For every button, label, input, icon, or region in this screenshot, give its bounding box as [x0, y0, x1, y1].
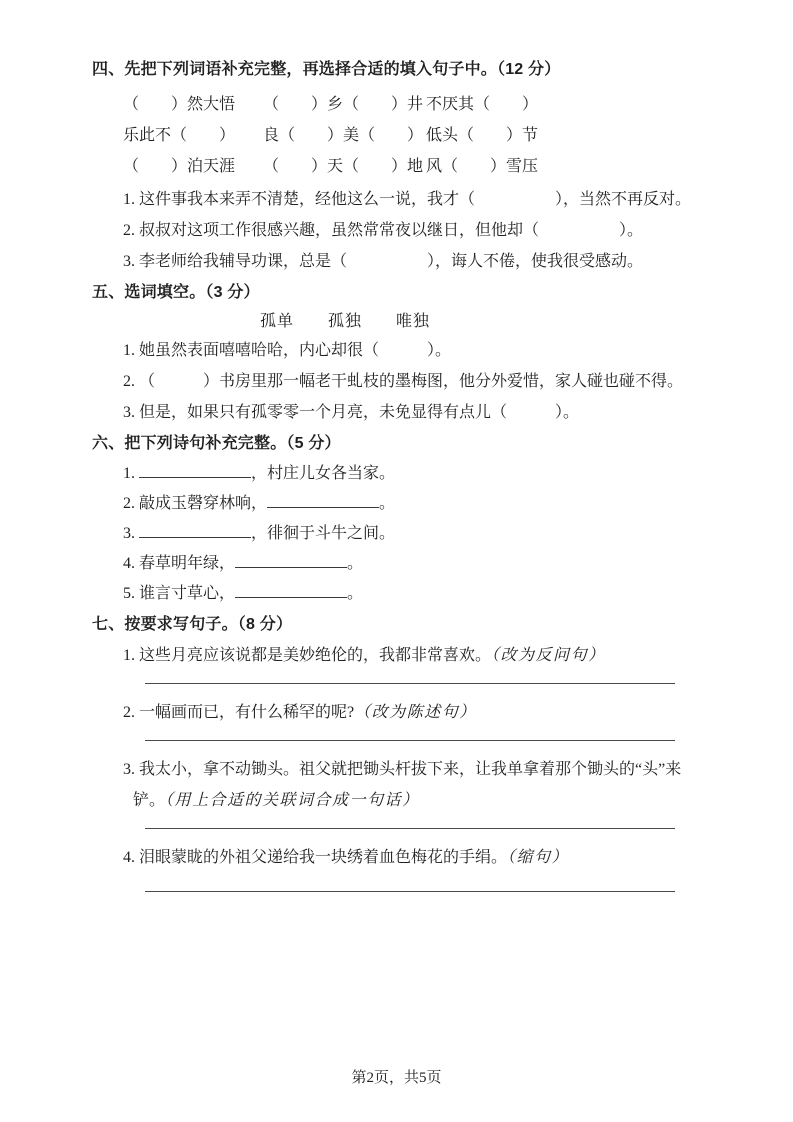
- section5-sentence-2: 2. （ ）书房里那一幅老干虬枝的墨梅图，他分外爱惜，家人碰也碰不得。: [123, 373, 684, 390]
- poem-text-before: 3.: [123, 525, 139, 542]
- question-note: （改为反问句）: [491, 647, 606, 664]
- poem-line-4: [92, 549, 700, 579]
- word-blank-item: （ ）天（ ）地: [263, 158, 424, 175]
- answer-line-4: [145, 891, 675, 892]
- poem-text-after: 。: [379, 495, 396, 512]
- poem-line-2: [92, 489, 700, 519]
- section7-question-2: [92, 697, 700, 728]
- poem-text-after: 。: [347, 555, 364, 572]
- answer-blank: [267, 492, 379, 508]
- question-note: （缩句）: [507, 849, 570, 866]
- word-blank-item: 低头（ ）节: [426, 127, 539, 144]
- question-text: 1. 这些月亮应该说都是美妙绝伦的，我都非常喜欢。: [123, 647, 492, 664]
- answer-blank: [139, 522, 251, 538]
- section7-question-4: [92, 842, 700, 873]
- word-blank-item: （ ）然大悟: [123, 96, 236, 113]
- poem-text-before: 5. 谁言寸草心，: [123, 585, 236, 602]
- answer-blank: [139, 462, 251, 478]
- section7-question-1: [92, 640, 700, 671]
- section7-question-3: [92, 754, 700, 816]
- word-blank-item: 乐此不（ ）: [123, 127, 236, 144]
- word-blank-item: （ ）乡（ ）井: [263, 96, 424, 113]
- section7-title: 七、按要求写句子。（8 分）: [92, 616, 293, 633]
- poem-text-after: 。: [347, 585, 364, 602]
- poem-text-after: ，村庄儿女各当家。: [251, 465, 396, 482]
- answer-line-2: [145, 740, 675, 741]
- answer-blank: [235, 552, 347, 568]
- section5-sentence-3: 3. 但是，如果只有孤零零一个月亮，未免显得有点儿（ ）。: [123, 404, 580, 421]
- section5-title: 五、选词填空。（3 分）: [92, 284, 260, 301]
- section4-sentence-1: 1. 这件事我本来弄不清楚，经他这么一说，我才（ ），当然不再反对。: [123, 191, 692, 208]
- poem-line-5: [92, 579, 700, 609]
- section4-sentence-3: 3. 李老师给我辅导功课，总是（ ），诲人不倦，使我很受感动。: [123, 253, 644, 270]
- poem-text-before: 1.: [123, 465, 139, 482]
- section4-sentence-2: 2. 叔叔对这项工作很感兴趣，虽然常常夜以继日，但他却（ ）。: [123, 222, 644, 239]
- question-text: 4. 泪眼蒙眬的外祖父递给我一块绣着血色梅花的手绢。: [123, 849, 508, 866]
- word-blank-item: （ ）泊天涯: [123, 158, 236, 175]
- section4-word-grid: [123, 89, 700, 182]
- poem-text-before: 2. 敲成玉磬穿林响，: [123, 495, 268, 512]
- question-note: （改为陈述句）: [354, 704, 477, 721]
- section4-title: 四、先把下列词语补充完整，再选择合适的填入句子中。（12 分）: [92, 61, 561, 78]
- poem-text-after: ，徘徊于斗牛之间。: [251, 525, 396, 542]
- question-note: （用上合适的关联词合成一句话）: [165, 792, 420, 809]
- question-text: 3. 我太小，拿不动锄头。祖父就把锄头杆拔下来，让我单拿着那个锄头的“头”来铲。: [123, 761, 682, 809]
- section5-word-bank: 孤单 孤独 唯独: [260, 313, 431, 330]
- answer-blank: [235, 582, 347, 598]
- section5-sentence-1: 1. 她虽然表面嘻嘻哈哈，内心却很（ ）。: [123, 342, 452, 359]
- word-blank-item: 良（ ）美（ ）: [263, 127, 424, 144]
- poem-text-before: 4. 春草明年绿，: [123, 555, 236, 572]
- word-blank-item: 不厌其（ ）: [426, 96, 539, 113]
- poem-line-3: [92, 519, 700, 549]
- page-footer: 第2页，共5页: [351, 1070, 442, 1086]
- answer-line-3: [145, 828, 675, 829]
- word-blank-item: 风（ ）雪压: [426, 158, 539, 175]
- section6-title: 六、把下列诗句补充完整。（5 分）: [92, 435, 341, 452]
- answer-line-1: [145, 683, 675, 684]
- question-text: 2. 一幅画而已，有什么稀罕的呢?: [123, 704, 355, 721]
- poem-line-1: [92, 459, 700, 489]
